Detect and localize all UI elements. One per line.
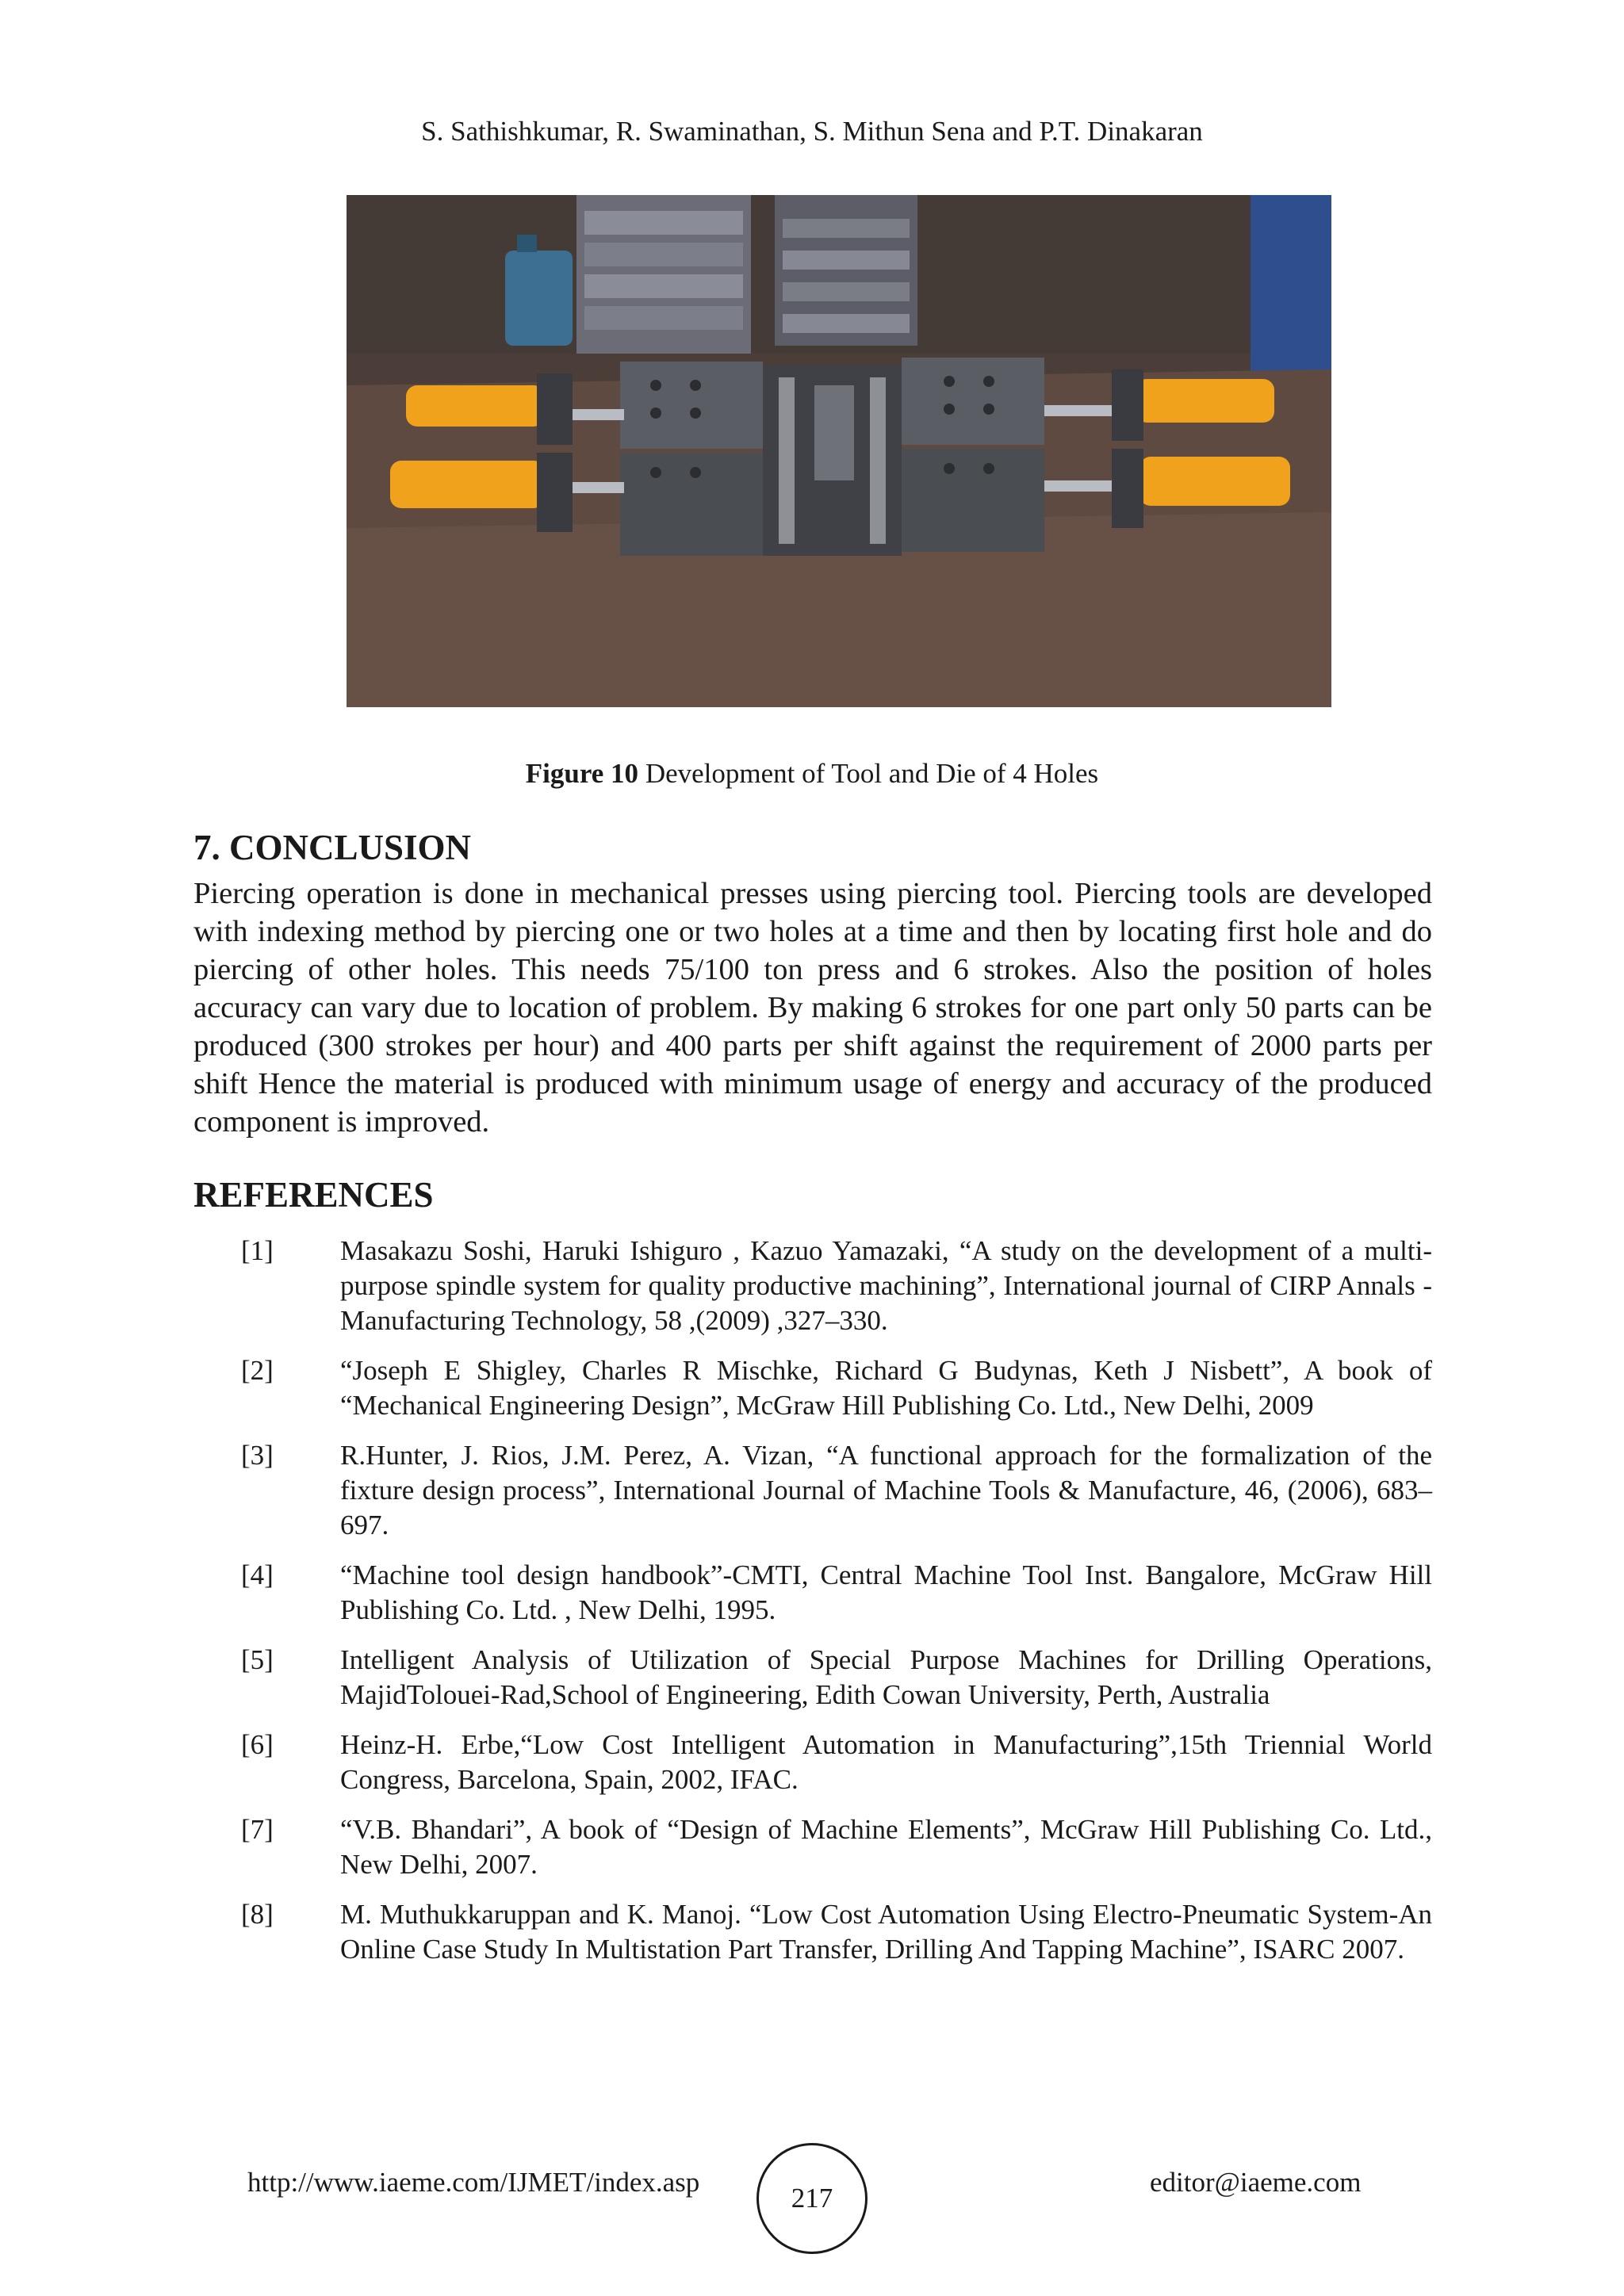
- footer-email-link[interactable]: editor@iaeme.com: [1150, 2167, 1362, 2198]
- figure-label: Figure 10: [525, 758, 639, 789]
- page-footer: [0, 2159, 1624, 2214]
- references-heading: REFERENCES: [193, 1175, 434, 1215]
- reference-number: [4]: [241, 1559, 274, 1590]
- reference-number: [6]: [241, 1729, 274, 1760]
- footer-url-link[interactable]: http://www.iaeme.com/IJMET/index.asp: [247, 2167, 700, 2198]
- reference-text: “V.B. Bhandari”, A book of “Design of Machine Elements”, McGraw Hill Publishing Co. Ltd., New Delhi, 2007.: [340, 1814, 1432, 1880]
- reference-number: [7]: [241, 1814, 274, 1845]
- reference-item: [193, 1728, 1432, 1797]
- reference-number: [3]: [241, 1440, 274, 1471]
- reference-number: [2]: [241, 1355, 274, 1386]
- reference-text: Intelligent Analysis of Utilization of Special Purpose Machines for Drilling Operations, MajidTolouei-Rad,School of Engineering, Edith Cowan University, Perth, Australia: [340, 1644, 1432, 1710]
- page-number: 217: [756, 2143, 868, 2254]
- reference-item: [193, 1234, 1432, 1338]
- reference-number: [1]: [241, 1235, 274, 1266]
- reference-text: Masakazu Soshi, Haruki Ishiguro , Kazuo Yamazaki, “A study on the development of a multi-purpose spindle system for quality productive machining”, International journal of CIRP Annals -Manufacturing Technology, 58 ,(2009) ,327–330.: [340, 1235, 1432, 1336]
- reference-item: [193, 1353, 1432, 1423]
- reference-item: [193, 1643, 1432, 1712]
- figure-caption: [0, 756, 1624, 791]
- reference-item: [193, 1558, 1432, 1628]
- reference-item: [193, 1897, 1432, 1967]
- reference-number: [5]: [241, 1644, 274, 1675]
- figure-photo: [347, 195, 1331, 707]
- figure-caption-text: Development of Tool and Die of 4 Holes: [638, 758, 1099, 789]
- reference-text: “Machine tool design handbook”-CMTI, Central Machine Tool Inst. Bangalore, McGraw Hill Publishing Co. Ltd. , New Delhi, 1995.: [340, 1559, 1432, 1625]
- reference-text: M. Muthukkaruppan and K. Manoj. “Low Cost Automation Using Electro-Pneumatic System-An Online Case Study In Multistation Part Transfer, Drilling And Tapping Machine”, ISARC 2007.: [340, 1899, 1432, 1965]
- reference-item: [193, 1812, 1432, 1882]
- reference-text: Heinz-H. Erbe,“Low Cost Intelligent Automation in Manufacturing”,15th Triennial World Congress, Barcelona, Spain, 2002, IFAC.: [340, 1729, 1432, 1795]
- conclusion-paragraph: Piercing operation is done in mechanical presses using piercing tool. Piercing tools are developed with indexing method by piercing one or two holes at a time and then by locating first hole and do piercing of other holes. This needs 75/100 ton press and 6 strokes. Also the position of holes accuracy can vary due to location of problem. By making 6 strokes for one part only 50 parts can be produced (300 strokes per hour) and 400 parts per shift against the requirement of 2000 parts per shift Hence the material is produced with minimum usage of energy and accuracy of the produced component is improved.: [193, 877, 1432, 1138]
- reference-text: R.Hunter, J. Rios, J.M. Perez, A. Vizan, “A functional approach for the formalization of the fixture design process”, International Journal of Machine Tools & Manufacture, 46, (2006), 683–697.: [340, 1440, 1432, 1540]
- reference-list: [193, 1234, 1432, 1982]
- reference-item: [193, 1438, 1432, 1543]
- reference-number: [8]: [241, 1899, 274, 1930]
- conclusion-heading: 7. CONCLUSION: [193, 828, 472, 867]
- reference-text: “Joseph E Shigley, Charles R Mischke, Richard G Budynas, Keth J Nisbett”, A book of “Mechanical Engineering Design”, McGraw Hill Publishing Co. Ltd., New Delhi, 2009: [340, 1355, 1432, 1421]
- running-header: S. Sathishkumar, R. Swaminathan, S. Mithun Sena and P.T. Dinakaran: [421, 116, 1203, 147]
